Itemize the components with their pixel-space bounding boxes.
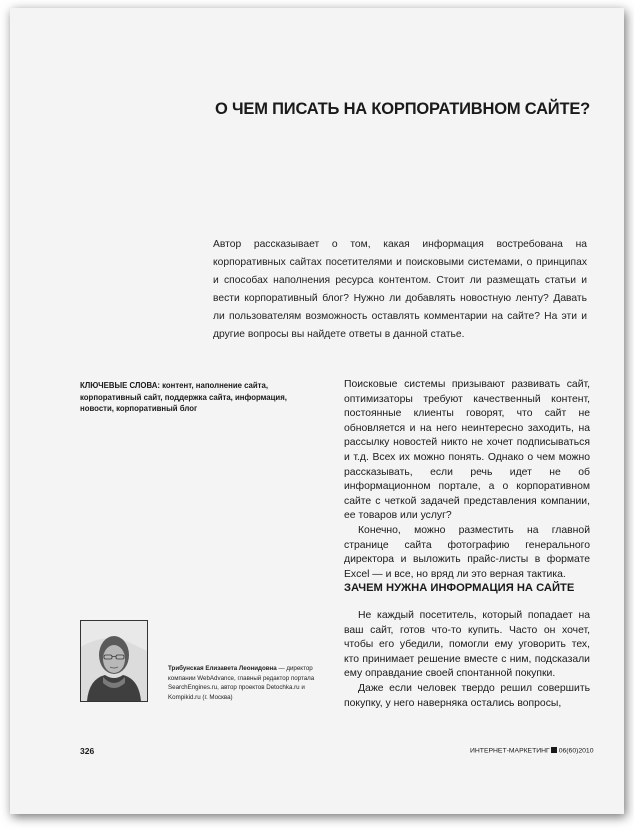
- body-paragraph: Не каждый посетитель, который попадает на ваш сайт, готов что-то купить. Часто он хочет, чтобы его убедили, помогли ему уговорить тех, кто принимает решение вместе с ним, подсказали ему оправдание своей спонтанной покупки.: [344, 610, 590, 680]
- body-paragraph: Даже если человек твердо решил совершить покупку, у него наверняка остались вопросы,: [344, 682, 590, 709]
- author-portrait-image: [81, 621, 147, 701]
- article-body-section: [344, 609, 590, 711]
- author-name: Трибунская Елизавета Леонидовна: [168, 665, 277, 672]
- author-photo: [80, 620, 148, 702]
- keywords-text: контент, наполнение сайта, корпоративный сайт, поддержка сайта, информация, новости, корпоративный блог: [80, 381, 287, 413]
- keywords-block: [80, 380, 314, 415]
- author-caption: [168, 664, 318, 702]
- issue-number: 06(60)2010: [558, 747, 594, 755]
- magazine-name: ИНТЕРНЕТ-МАРКЕТИНГ: [470, 747, 550, 755]
- keywords-label: КЛЮЧЕВЫЕ СЛОВА:: [80, 381, 160, 390]
- article-lead: Автор рассказывает о том, какая информация востребована на корпоративных сайтах посетителями и поисковыми системами, о принципах и способах наполнения ресурса контентом. Стоит ли размещать статьи и вести корпоративный блог? Нужно ли добавлять новостную ленту? Давать ли пользователям возможность оставлять комментарии на сайте? На эти и другие вопросы вы найдете ответы в данной статье.: [213, 239, 587, 340]
- body-paragraph: Поисковые системы призывают развивать сайт, оптимизаторы требуют качественный контент, постоянные клиенты говорят, что сайт не обновляется и на него неинтересно заходить, на рассылку новостей никто не хочет подписываться и т.д. Всех их можно понять. Однако о чем можно рассказывать, если речь идет не об информационном портале, а о корпоративном сайте с четкой задачей представления компании, ее товаров или услуг?: [344, 379, 590, 522]
- page-number: 326: [80, 746, 95, 756]
- footer-magazine: [470, 747, 594, 755]
- article-body-intro: [344, 378, 590, 582]
- square-separator-icon: [551, 747, 557, 753]
- article-title: О ЧЕМ ПИСАТЬ НА КОРПОРАТИВНОМ САЙТЕ?: [215, 100, 591, 118]
- body-paragraph: Конечно, можно разместить на главной странице сайта фотографию генерального директора и выложить прайс-листы в формате Excel — и все, но вряд ли это верная тактика.: [344, 524, 590, 580]
- section-heading: ЗАЧЕМ НУЖНА ИНФОРМАЦИЯ НА САЙТЕ: [344, 582, 575, 594]
- author-bio: — директор компании WebAdvance, главный редактор портала SearchEngines.ru, автор проектов Detochka.ru и Kompikid.ru (г. Москва): [168, 665, 315, 701]
